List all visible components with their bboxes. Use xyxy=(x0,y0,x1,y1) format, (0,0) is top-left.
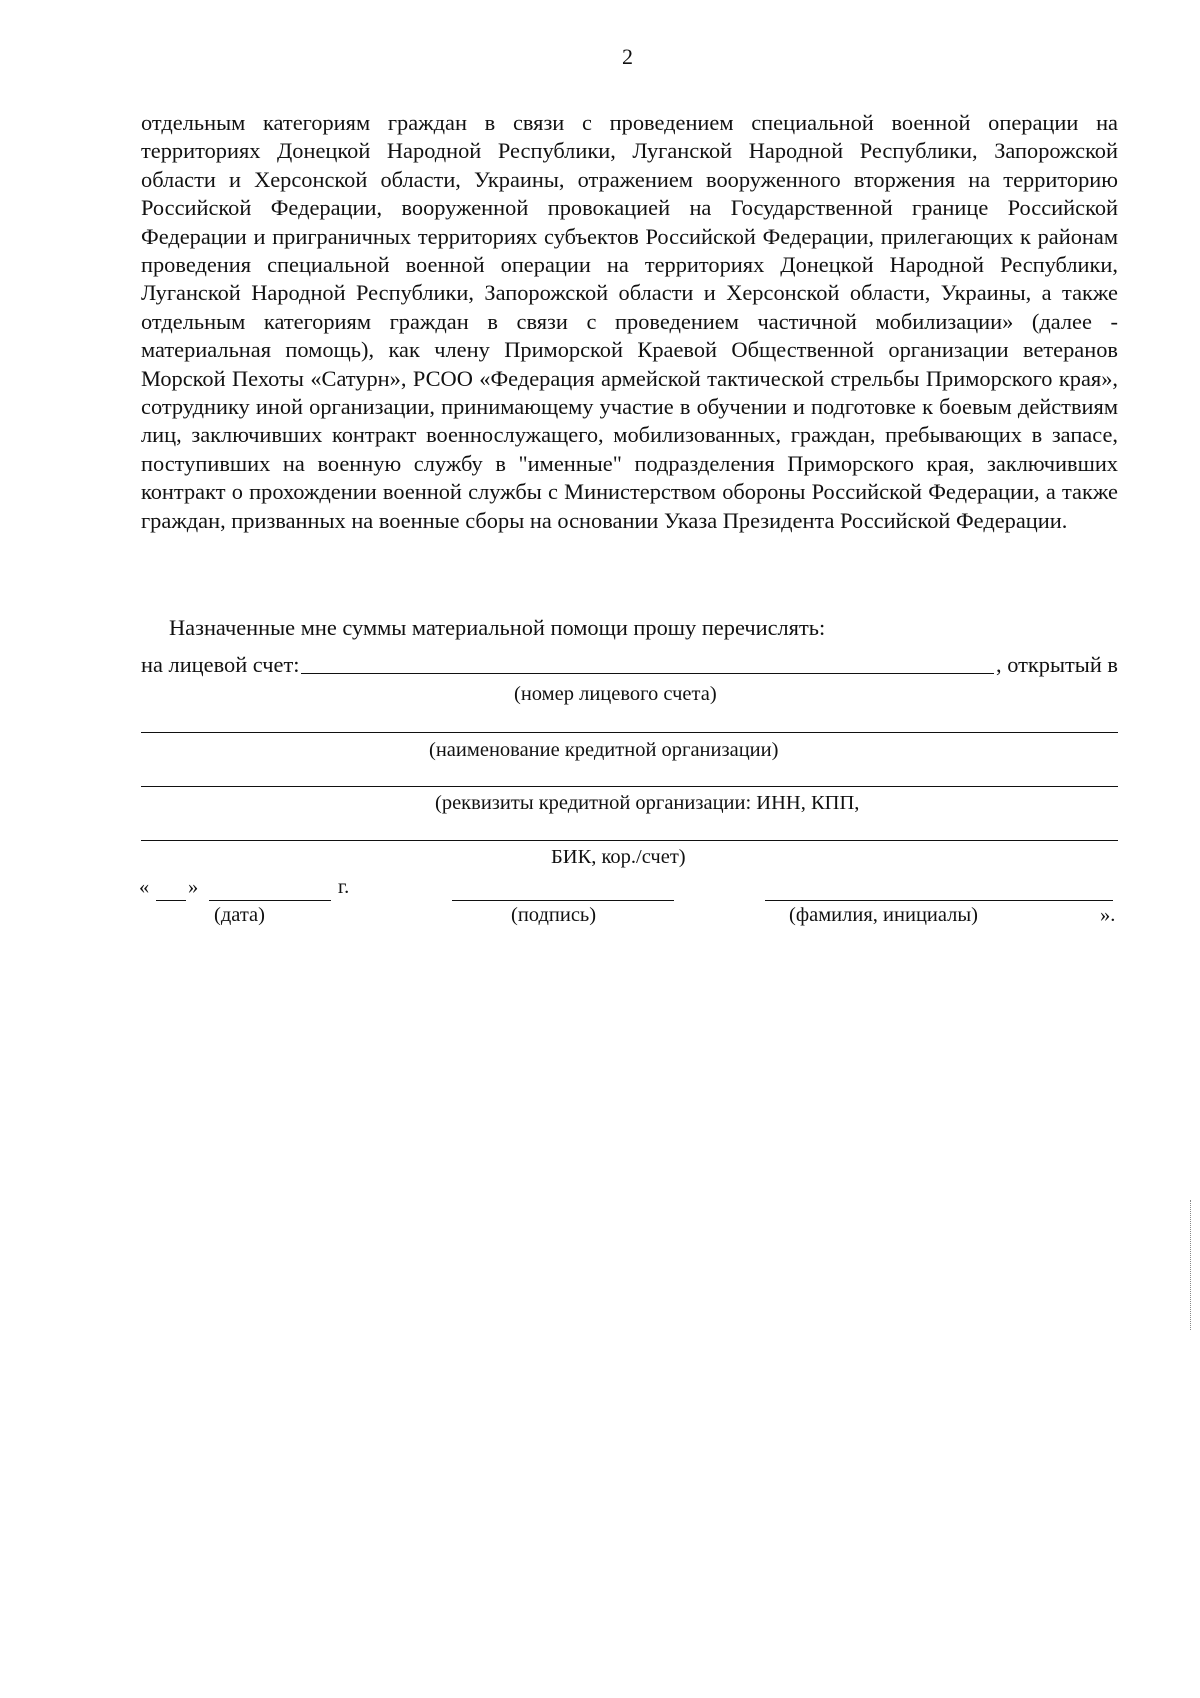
date-month-year-field[interactable] xyxy=(209,900,331,901)
scan-edge-marks xyxy=(1190,1200,1193,1330)
date-open-quote: « xyxy=(139,876,150,898)
date-day-field[interactable] xyxy=(156,900,186,901)
bank-details-field[interactable] xyxy=(141,786,1118,787)
signature-caption: (подпись) xyxy=(511,904,597,926)
bank-name-field[interactable] xyxy=(141,732,1118,733)
request-text: Назначенные мне суммы материальной помощи прошу перечислять: xyxy=(169,615,826,640)
full-name-caption: (фамилия, инициалы) xyxy=(789,904,978,926)
body-paragraph: отдельным категориям граждан в связи с проведением специальной военной операции на территориях Донецкой Народной Республики, Луганской Народной Республики, Запорожской области и Херсонской области, Украины, отражением вооруженного вторжения на территорию Российской Федерации, вооруженной провокацией на Государственной границе Российской Федерации и приграничных территориях субъектов Российской Федерации, прилегающих к районам проведения специальной военной операции на территориях Донецкой Народной Республики, Луганской Народной Республики, Запорожской области и Херсонской области, Украины, а также отдельным категориям граждан в связи с проведением частичной мобилизации» (далее - материальная помощь), как члену Приморской Краевой Общественной организации ветеранов Морской Пехоты «Сатурн», РСОО «Федерация армейской тактической стрельбы Приморского края», сотруднику иной организации, принимающему участие в обучении и подготовке к боевым действиям лиц, заключивших контракт военнослужащего, мобилизованных, граждан, пребывающих в запасе, поступивших на военную службу в "именные" подразделения Приморского края, заключивших контракт о прохождении военной службы с Министерством обороны Российской Федерации, а также граждан, призванных на военные сборы на основании Указа Президента Российской Федерации. xyxy=(141,110,1118,533)
bank-details-field-2[interactable] xyxy=(141,840,1118,841)
year-suffix: г. xyxy=(338,876,350,898)
bank-details-caption-2: БИК, кор./счет) xyxy=(551,846,686,868)
full-name-field[interactable] xyxy=(765,900,1113,901)
bank-name-caption: (наименование кредитной организации) xyxy=(429,739,779,761)
bank-details-caption: (реквизиты кредитной организации: ИНН, КПП, xyxy=(435,792,860,814)
date-close-quote: » xyxy=(188,876,199,898)
closing-quote: ». xyxy=(1100,904,1116,926)
account-number-field[interactable] xyxy=(301,651,994,674)
signature-field[interactable] xyxy=(452,900,674,901)
account-row xyxy=(141,651,1118,678)
account-number-caption: (номер лицевого счета) xyxy=(514,683,717,705)
account-suffix: , открытый в xyxy=(996,652,1118,677)
account-prefix: на лицевой счет: xyxy=(141,652,300,677)
date-caption: (дата) xyxy=(214,904,265,926)
page-number: 2 xyxy=(622,44,633,69)
